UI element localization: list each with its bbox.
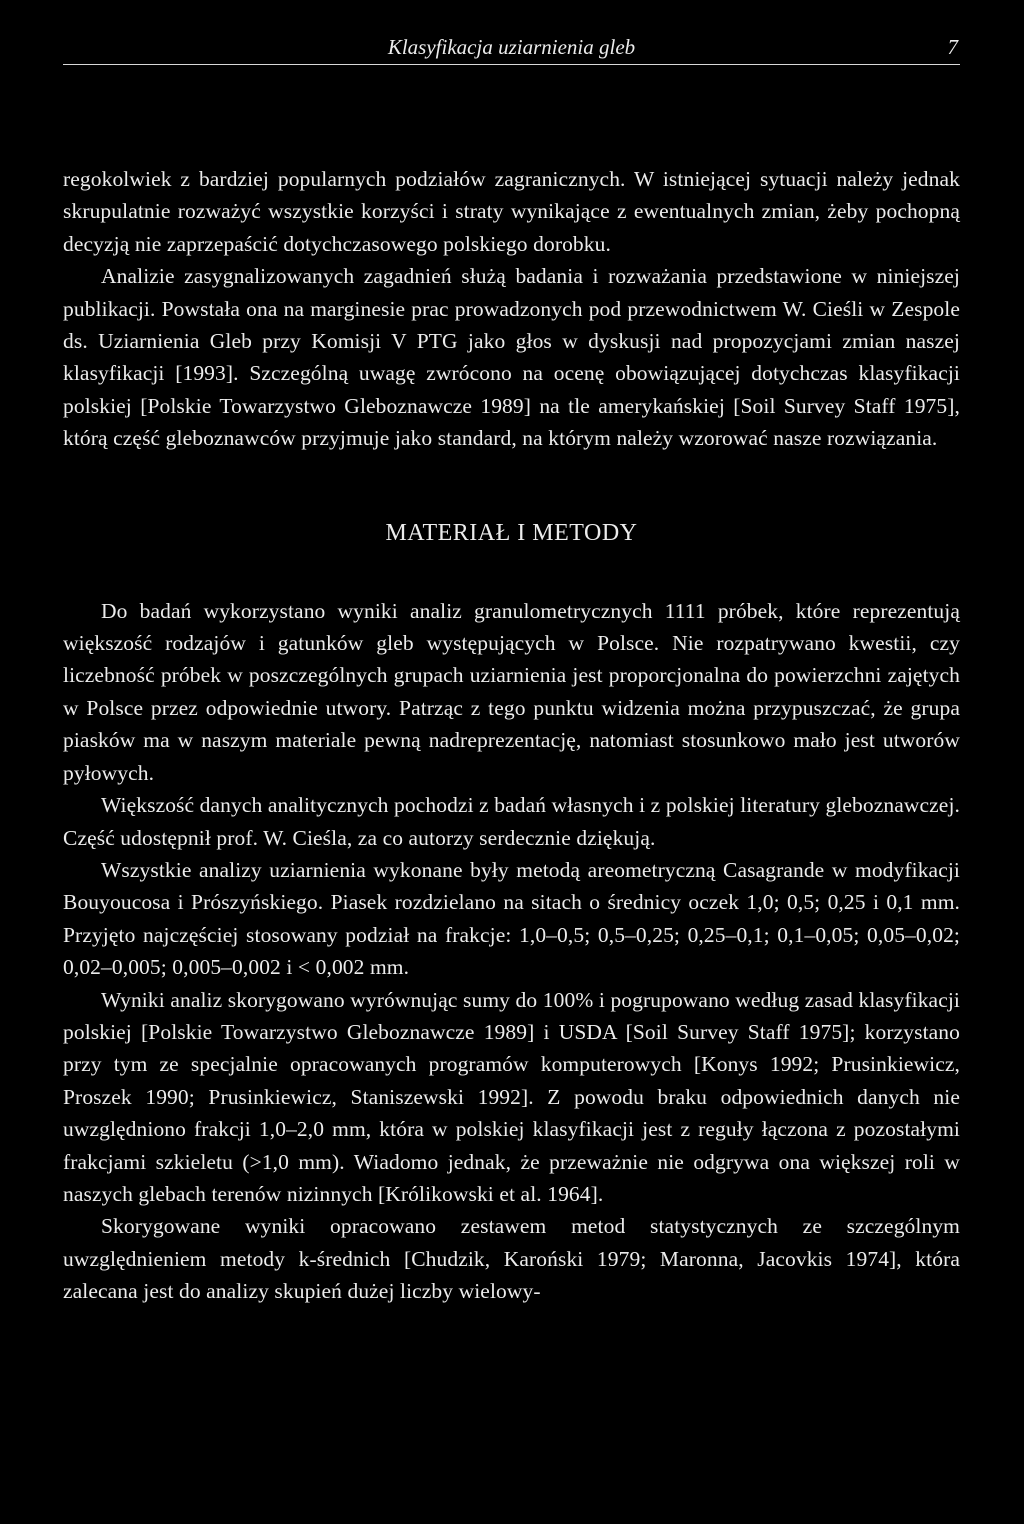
- paragraph: Analizie zasygnalizowanych zagadnień służą badania i rozważania przedstawione w niniejszej publikacji. Powstała ona na marginesie prac prowadzonych pod przewodnictwem W. Cieśli w Zespole ds. Uziarnienia Gleb przy Komisji V PTG jako głos w dyskusji nad propozycjami zmian naszej klasyfikacji [1993]. Szczególną uwagę zwrócono na ocenę obowiązującej dotychczas klasyfikacji polskiej [Polskie Towarzystwo Gleboznawcze 1989] na tle amerykańskiej [Soil Survey Staff 1975], którą część gleboznawców przyjmuje jako standard, na którym należy wzorować nasze rozwiązania.: [63, 264, 960, 451]
- page-number: 7: [947, 35, 958, 59]
- paragraph: Wyniki analiz skorygowano wyrównując sumy do 100% i pogrupowano według zasad klasyfikacji polskiej [Polskie Towarzystwo Gleboznawcze 1989] i USDA [Soil Survey Staff 1975]; korzystano przy tym ze specjalnie opracowanych programów komputerowych [Konys 1992; Prusinkiewicz, Proszek 1990; Prusinkiewicz, Staniszewski 1992]. Z powodu braku odpowiednich danych nie uwzględniono frakcji 1,0–2,0 mm, która w polskiej klasyfikacji jest z reguły łączona z pozostałymi frakcjami szkieletu (>1,0 mm). Wiadomo jednak, że przeważnie nie odgrywa ona większej roli w naszych glebach terenów nizinnych [Królikowski et al. 1964].: [63, 987, 960, 1206]
- document-page: [63, 30, 960, 1308]
- paragraph: Do badań wykorzystano wyniki analiz granulometrycznych 1111 próbek, które reprezentują większość rodzajów i gatunków gleb występujących w Polsce. Nie rozpatrywano kwestii, czy liczebność próbek w poszczególnych grupach uziarnienia jest proporcjonalna do powierzchni zajętych w Polsce przez odpowiednie utwory. Patrząc z tego punktu widzenia można przypuszczać, że grupa piasków ma w naszym materiale pewną nadreprezentację, natomiast stosunkowo mało jest utworów pyłowych.: [63, 598, 960, 785]
- body-text: [63, 163, 960, 1308]
- paragraph: Wszystkie analizy uziarnienia wykonane były metodą areometryczną Casagrande w modyfikacji Bouyoucosa i Prószyńskiego. Piasek rozdzielano na sitach o średnicy oczek 1,0; 0,5; 0,25 i 0,1 mm. Przyjęto najczęściej stosowany podział na frakcje: 1,0–0,5; 0,5–0,25; 0,25–0,1; 0,1–0,05; 0,05–0,02; 0,02–0,005; 0,005–0,002 i < 0,002 mm.: [63, 857, 960, 980]
- running-title: Klasyfikacja uziarnienia gleb: [387, 35, 636, 59]
- running-header: [63, 30, 960, 65]
- paragraph: Większość danych analitycznych pochodzi z badań własnych i z polskiej literatury gleboznawczej. Część udostępnił prof. W. Cieśla, za co autorzy serdecznie dziękują.: [63, 793, 960, 850]
- section-heading: MATERIAŁ I METODY: [385, 519, 638, 546]
- paragraph: regokolwiek z bardziej popularnych podziałów zagranicznych. W istniejącej sytuacji należy jednak skrupulatnie rozważyć wszystkie korzyści i straty wynikające z ewentualnych zmian, żeby pochopną decyzją nie zaprzepaścić dotychczasowego polskiego dorobku.: [63, 167, 960, 256]
- paragraph: Skorygowane wyniki opracowano zestawem metod statystycznych ze szczególnym uwzględnieniem metody k-średnich [Chudzik, Karoński 1979; Maronna, Jacovkis 1974], która zalecana jest do analizy skupień dużej liczby wielowy-: [63, 1214, 960, 1304]
